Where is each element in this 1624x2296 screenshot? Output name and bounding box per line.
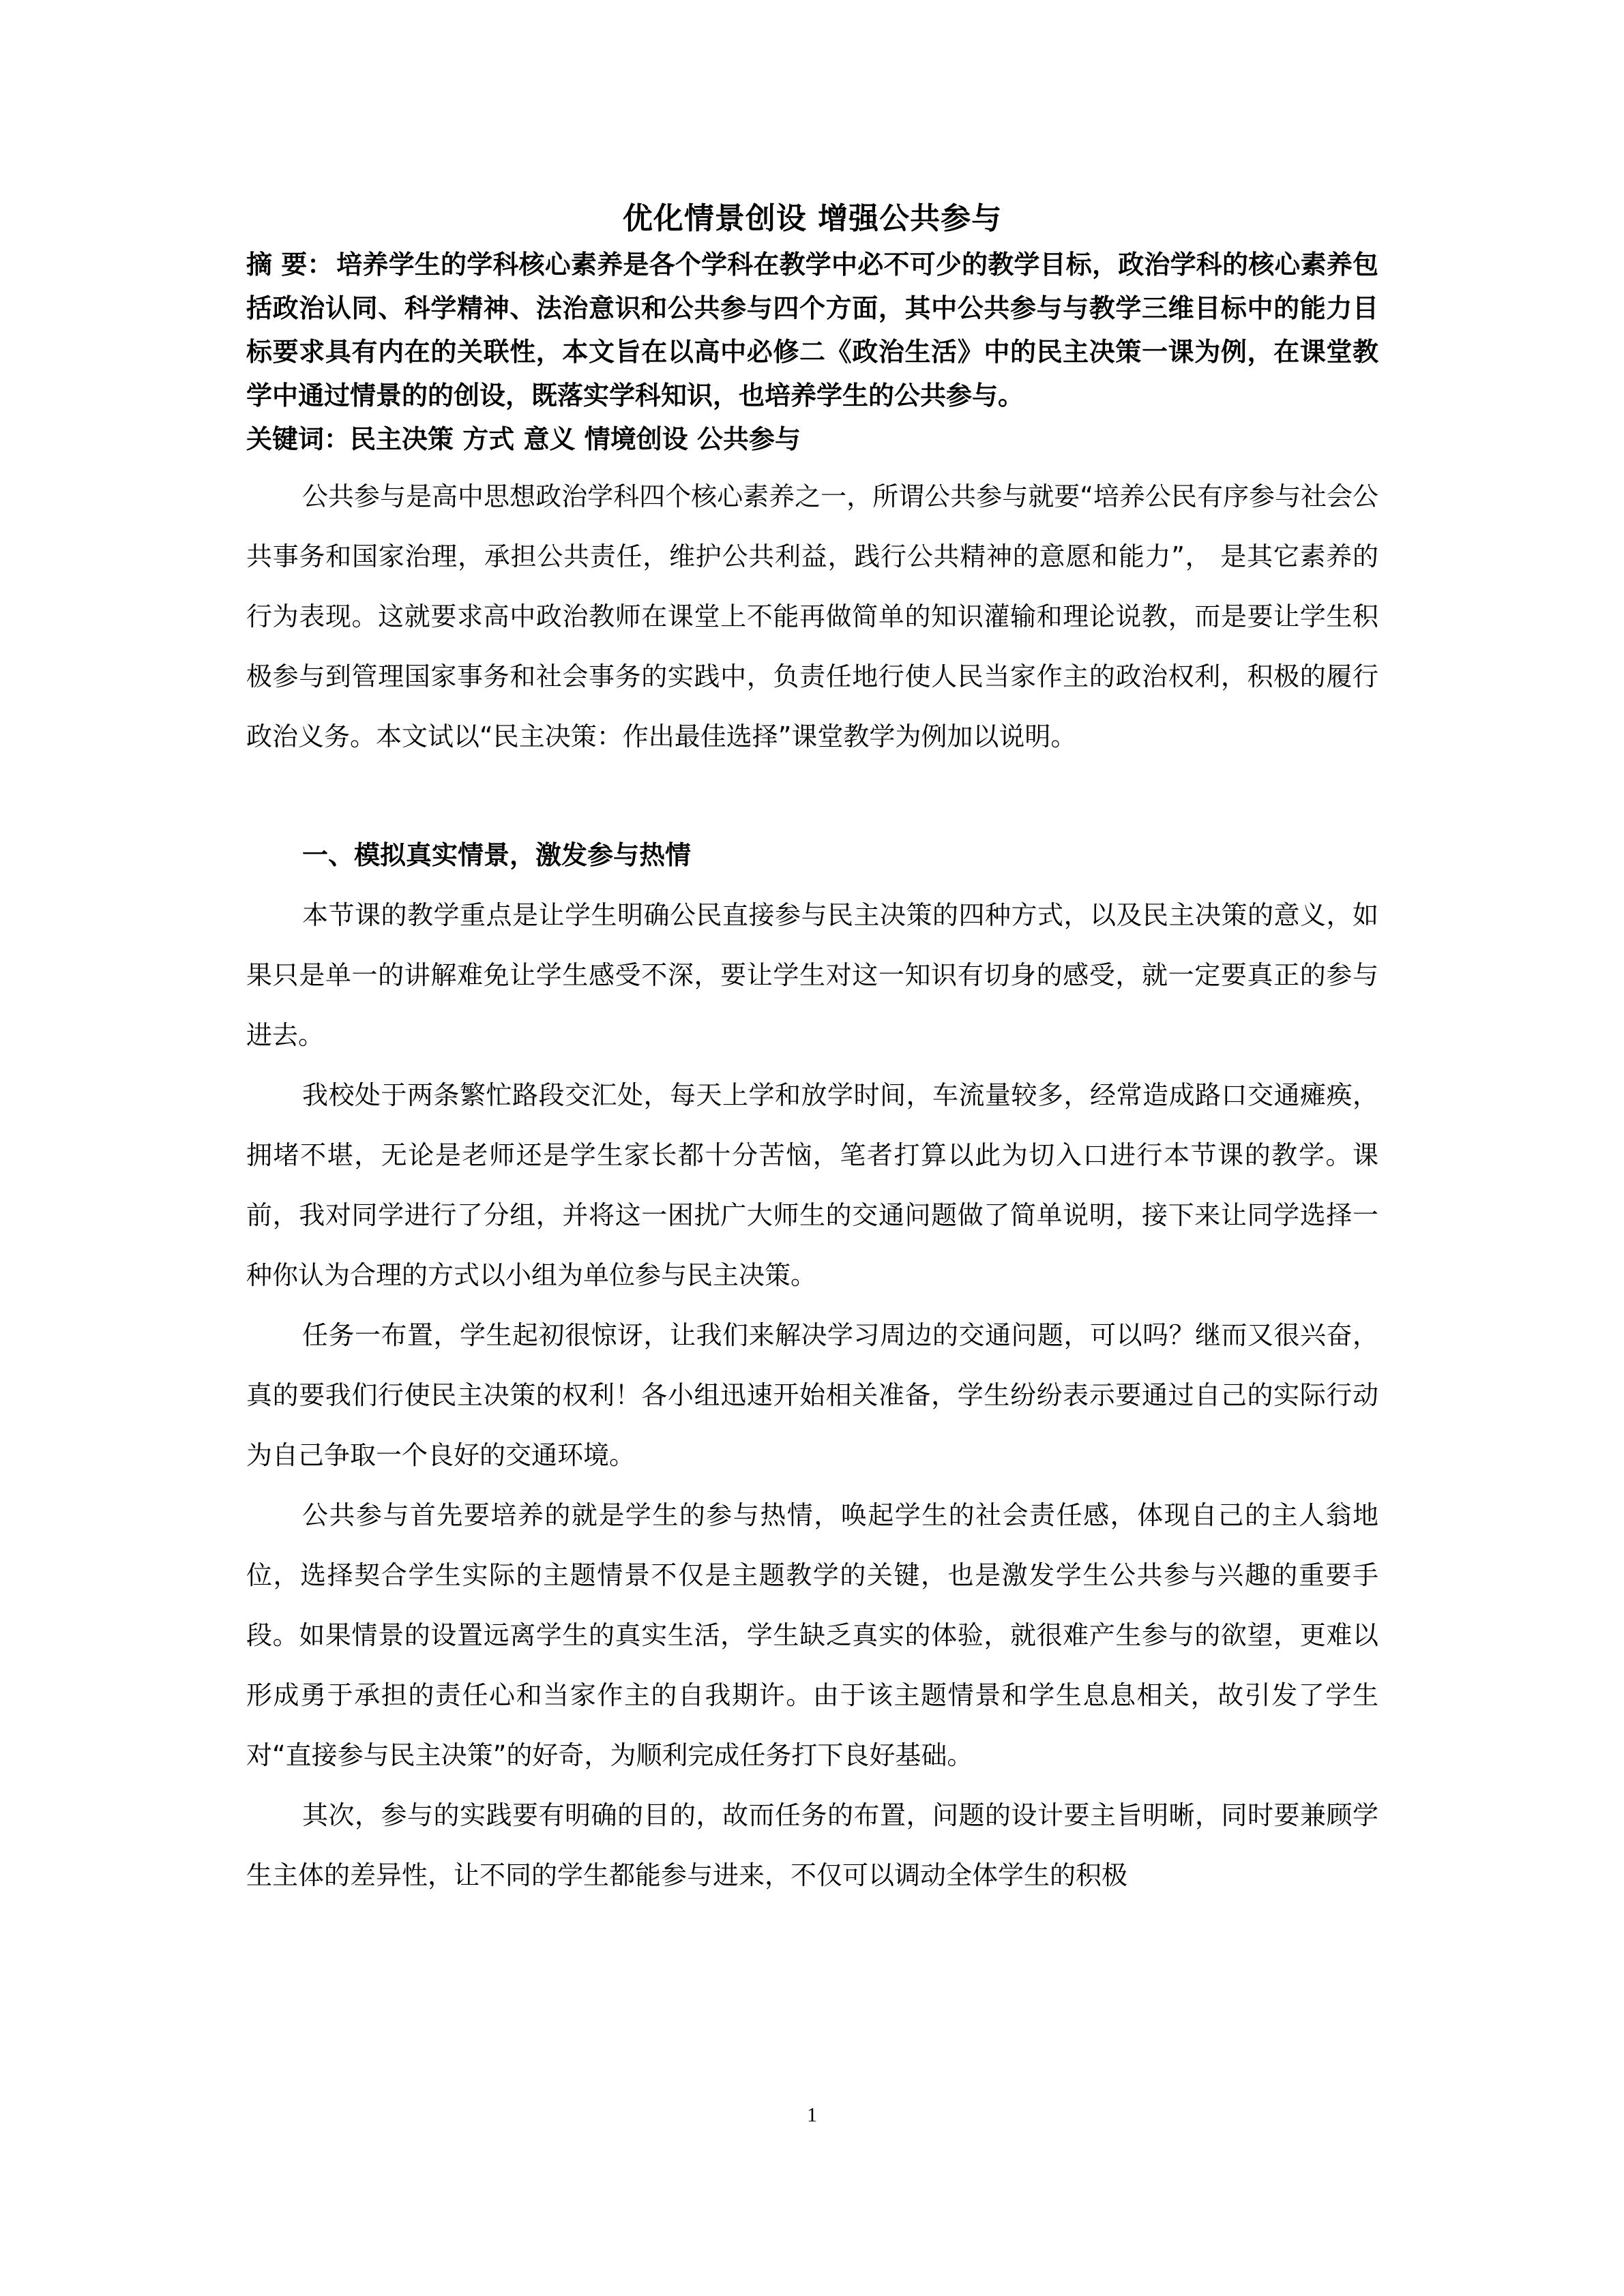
- body-paragraph: 我校处于两条繁忙路段交汇处，每天上学和放学时间，车流量较多，经常造成路口交通瘫痪，拥堵不堪，无论是老师还是学生家长都十分苦恼，笔者打算以此为切入口进行本节课的教学。课前，我对同学进行了分组，并将这一困扰广大师生的交通问题做了简单说明，接下来让同学选择一种你认为合理的方式以小组为单位参与民主决策。: [246, 1080, 1378, 1290]
- abstract-text: 培养学生的学科核心素养是各个学科在教学中必不可少的教学目标，政治学科的核心素养包括政治认同、科学精神、法治意识和公共参与四个方面，其中公共参与与教学三维目标中的能力目标要求具有内在的关联性，本文旨在以高中必修二《政治生活》中的民主决策一课为例，在课堂教学中通过情景的的创设，既落实学科知识，也培养学生的公共参与。: [246, 249, 1378, 411]
- intro-paragraph: 公共参与是高中思想政治学科四个核心素养之一，所谓公共参与就要“培养公民有序参与社会公共事务和国家治理，承担公共责任，维护公共利益，践行公共精神的意愿和能力”， 是其它素养的行为表现。这就要求高中政治教师在课堂上不能再做简单的知识灌输和理论说教，而是要让学生积极参与到管理国家事务和社会事务的实践中，负责任地行使人民当家作主的政治权利，积极的履行政治义务。本文试以“民主决策：作出最佳选择”课堂教学为例加以说明。: [246, 481, 1378, 751]
- abstract-label: 摘 要：: [246, 249, 334, 280]
- document-body: [246, 198, 1378, 1905]
- body-paragraph: 公共参与首先要培养的就是学生的参与热情，唤起学生的社会责任感，体现自己的主人翁地位，选择契合学生实际的主题情景不仅是主题教学的关键，也是激发学生公共参与兴趣的重要手段。如果情景的设置远离学生的真实生活，学生缺乏真实的体验，就很难产生参与的欲望，更难以形成勇于承担的责任心和当家作主的自我期许。由于该主题情景和学生息息相关，故引发了学生对“直接参与民主决策”的好奇，为顺利完成任务打下良好基础。: [246, 1500, 1378, 1770]
- document-title: 优化情景创设 增强公共参与: [622, 201, 1003, 236]
- body-paragraph: 本节课的教学重点是让学生明确公民直接参与民主决策的四种方式，以及民主决策的意义，如果只是单一的讲解难免让学生感受不深，要让学生对这一知识有切身的感受，就一定要真正的参与进去。: [246, 900, 1378, 1050]
- page-number: 1: [807, 2104, 817, 2126]
- keywords: 关键词：民主决策 方式 意义 情境创设 公共参与: [246, 423, 801, 454]
- abstract: [246, 243, 1378, 417]
- body-paragraph: 其次，参与的实践要有明确的目的，故而任务的布置，问题的设计要主旨明晰，同时要兼顾学生主体的差异性，让不同的学生都能参与进来，不仅可以调动全体学生的积极: [246, 1800, 1378, 1890]
- section-heading: 一、模拟真实情景，激发参与热情: [302, 840, 692, 870]
- body-paragraph: 任务一布置，学生起初很惊讶，让我们来解决学习周边的交通问题，可以吗？继而又很兴奋，真的要我们行使民主决策的权利！各小组迅速开始相关准备，学生纷纷表示要通过自己的实际行动为自己争取一个良好的交通环境。: [246, 1320, 1378, 1470]
